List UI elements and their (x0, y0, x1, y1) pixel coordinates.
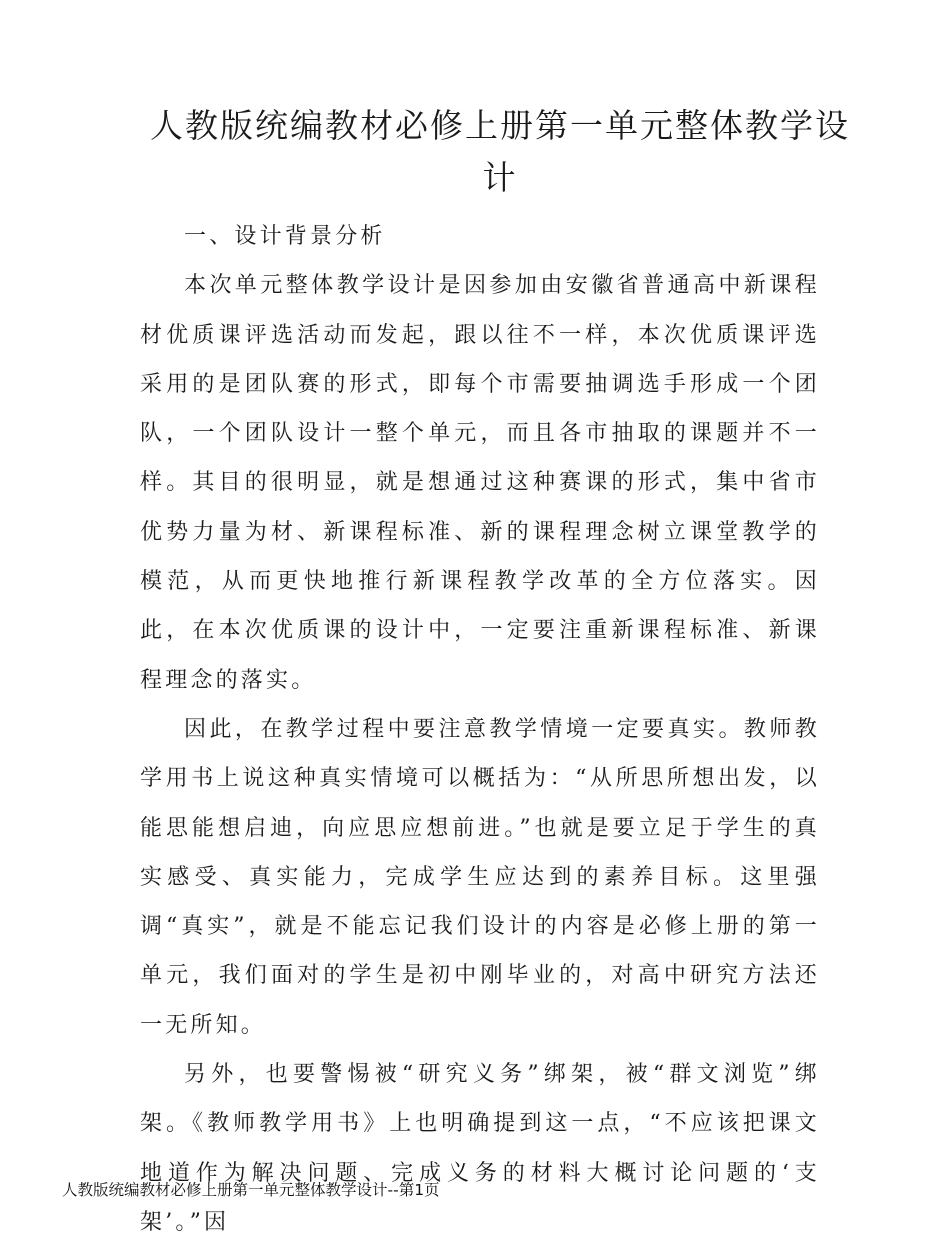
paragraph: 另外，也要警惕被“研究义务”绑架，被“群文浏览”绑架。《教师教学用书》上也明确提到这一点，“不应该把课文地道作为解决问题、完成义务的材料大概讨论问题的‘支架’。”因 (140, 1062, 820, 1235)
section-heading: 一、设计背景分析 (184, 224, 386, 249)
document-title: 人教版统编教材必修上册第一单元整体教学设计 (150, 106, 850, 197)
paragraph: 因此，在教学过程中要注意教学情境一定要真实。教师教学用书上说这种真实情境可以概括为：“从所思所想出发，以能思能想启迪，向应思应想前进。”也就是要立足于学生的真实感受、真实能力，完成学生应达到的素养目标。这里强调“真实”，就是不能忘记我们设计的内容是必修上册的第一单元，我们面对的学生是初中刚毕业的，对高中研究方法还一无所知。 (140, 716, 820, 1038)
document-body (140, 212, 820, 1247)
paragraph: 本次单元整体教学设计是因参加由安徽省普通高中新课程材优质课评选活动而发起，跟以往不一样，本次优质课评选采用的是团队赛的形式，即每个市需要抽调选手形成一个团队，一个团队设计一整个单元，而且各市抽取的课题并不一样。其目的很明显，就是想通过这种赛课的形式，集中省市优势力量为材、新课程标准、新的课程理念树立课堂教学的模范，从而更快地推行新课程教学改革的全方位落实。因此，在本次优质课的设计中，一定要注重新课程标准、新课程理念的落实。 (140, 273, 820, 693)
page-footer: 人教版统编教材必修上册第一单元整体教学设计--第1页 (62, 1181, 440, 1199)
